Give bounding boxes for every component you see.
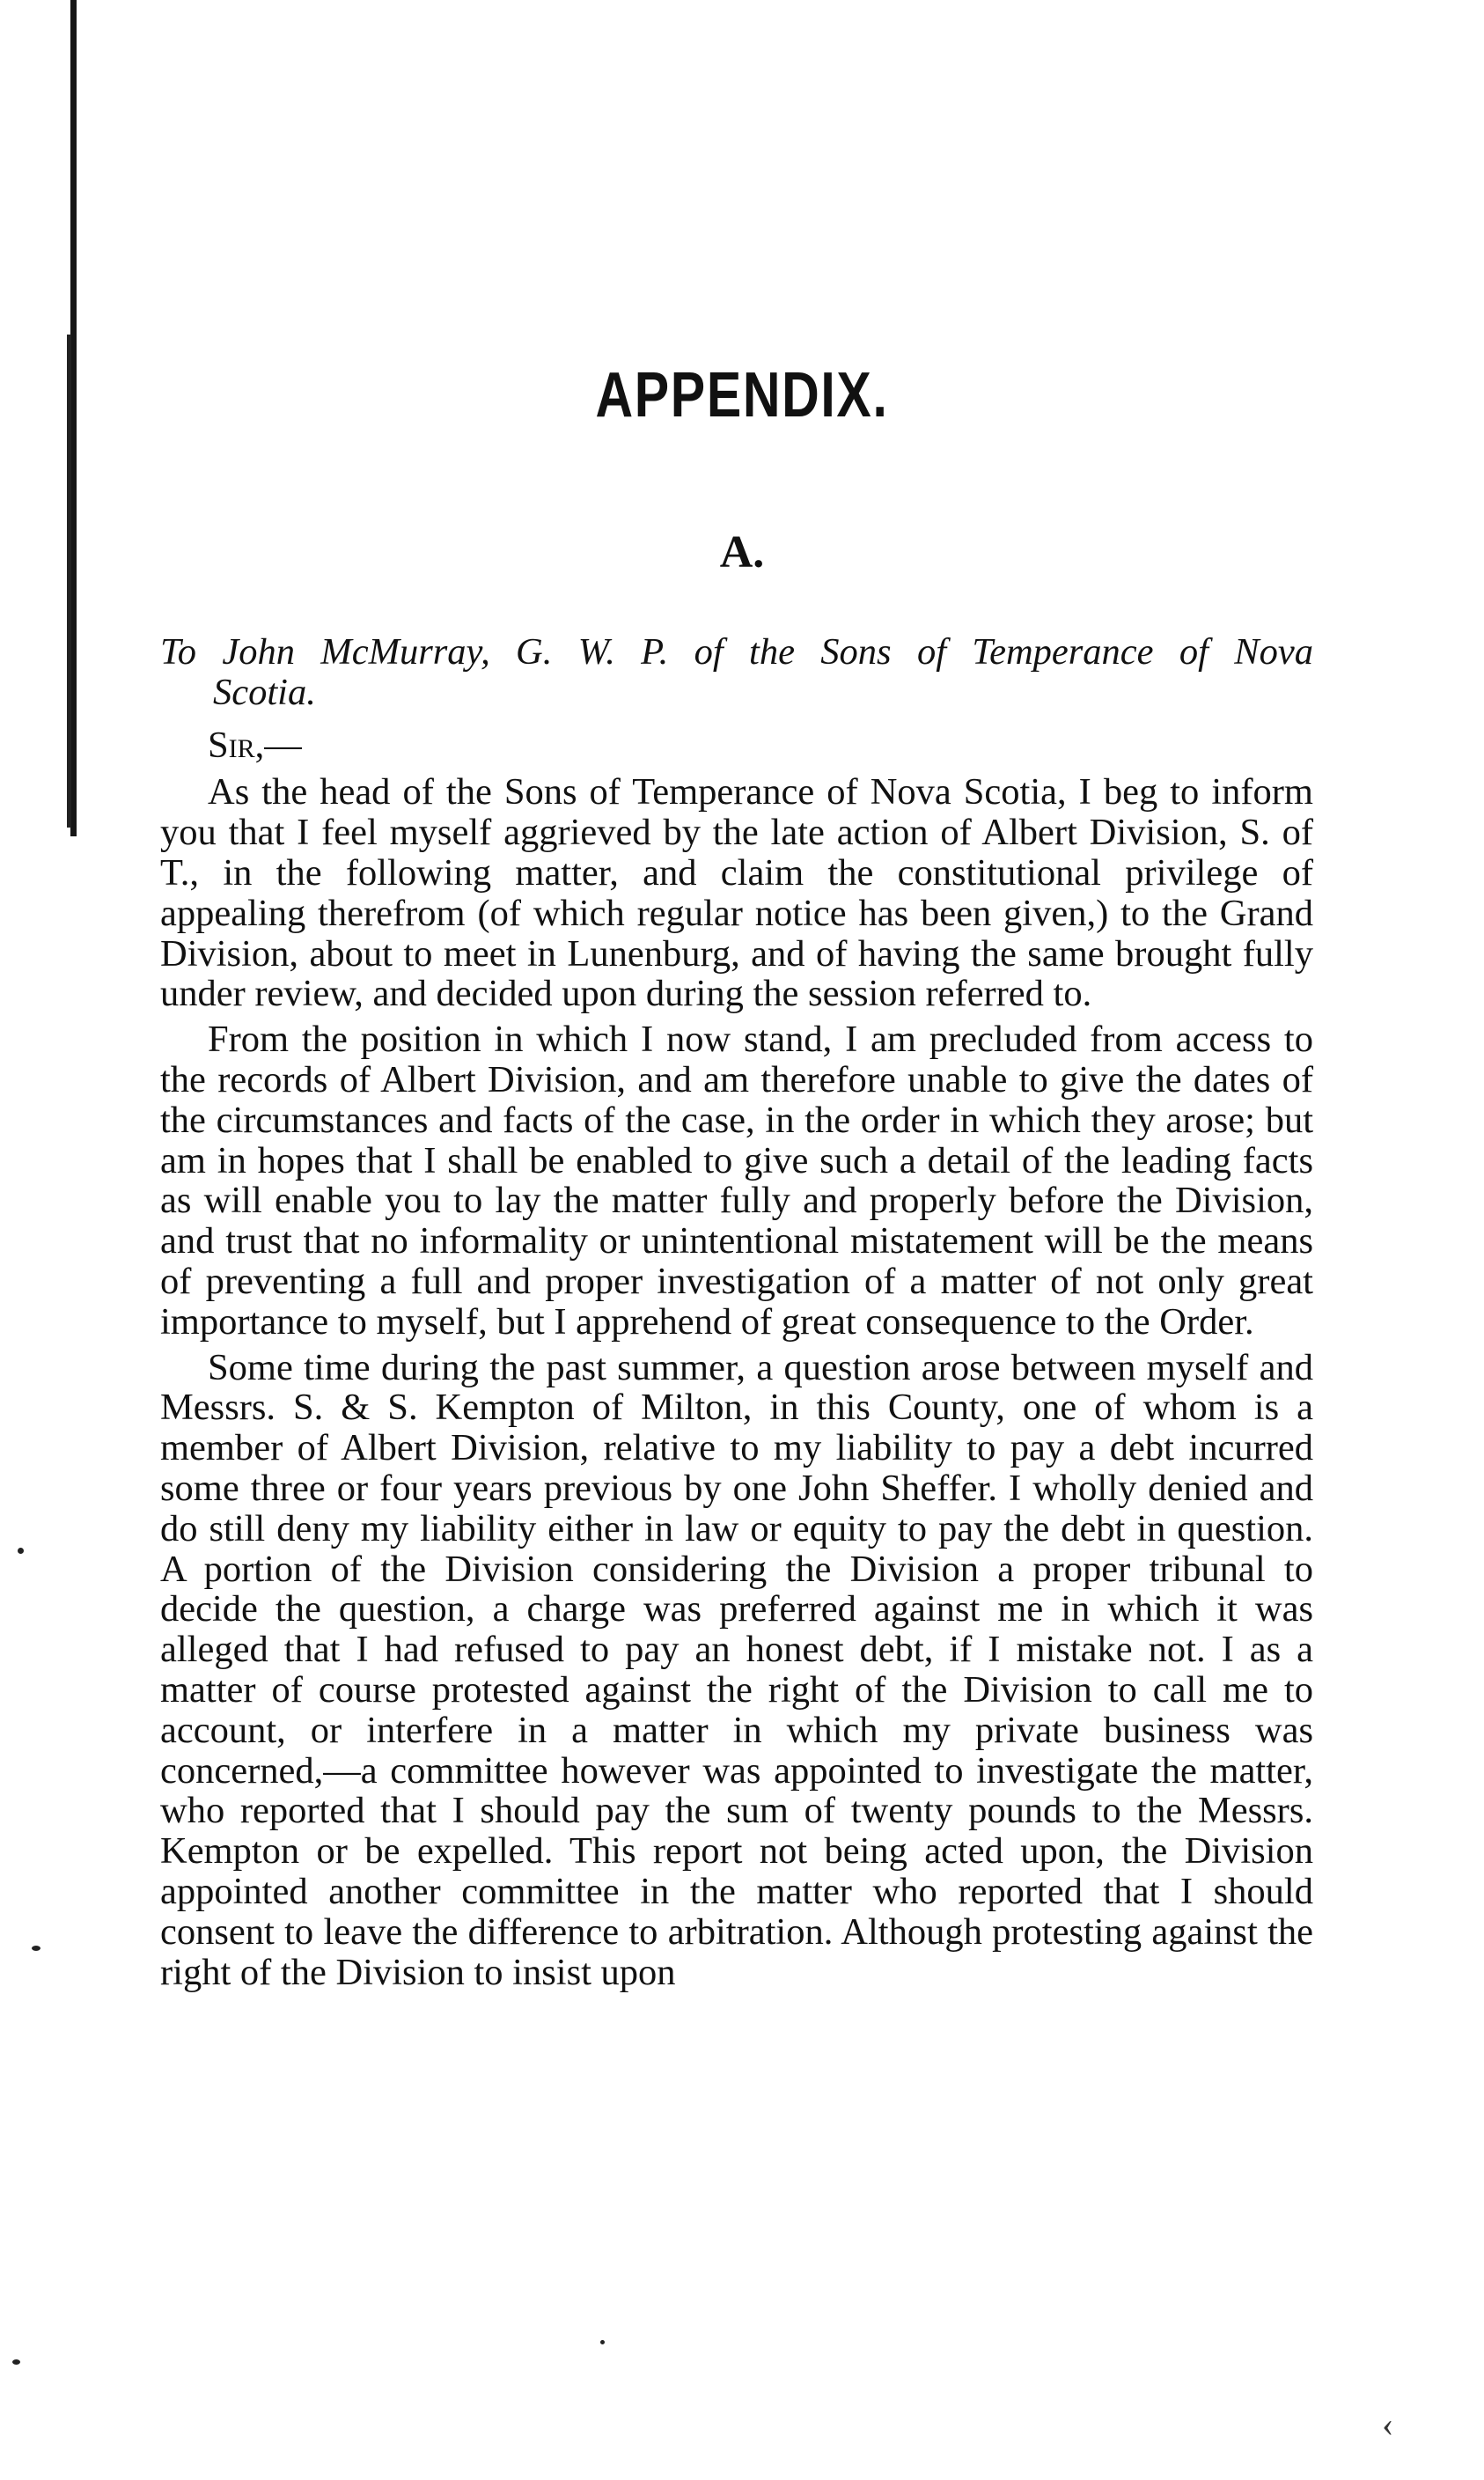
page-speck <box>32 1946 40 1951</box>
paragraph-records: From the position in which I now stand, I am precluded from access to the records of Albert Division, and am therefore unable to give the dates of the circumstances and facts of the case, in the order in which they arose; but am in hopes that I shall be enabled to give such a detail of the leading facts as will enable you to lay the matter fully and properly before the Division, and trust that no informality or unintentional mistatement will be the means of preventing a full and proper investigation of a matter of not only great importance to myself, but I apprehend of great consequence to the Order. <box>160 1019 1313 1343</box>
letter-body <box>160 632 1313 1998</box>
page-speck <box>12 2359 20 2365</box>
binding-edge-line <box>70 0 77 836</box>
salutation: Sir,— <box>208 724 302 766</box>
page-speck <box>600 2340 605 2344</box>
binding-edge-shadow <box>67 335 71 828</box>
page-speck <box>18 1548 24 1554</box>
margin-scribble: ‹ <box>1382 2404 1394 2444</box>
paragraph-appeal: As the head of the Sons of Temperance of Nova Scotia, I beg to inform you that I feel myself aggrieved by the late action of Albert Division, S. of T., in the following matter, and claim the constitutional privilege of appealing therefrom (of which regular notice has been given,) to the Grand Division, about to meet in Lunenburg, and of having the same brought fully under review, and decided upon during the session referred to. <box>160 771 1313 1015</box>
page-title: APPENDIX. <box>595 360 889 431</box>
addressee-line: To John McMurray, G. W. P. of the Sons of Temperance of Nova <box>160 631 1313 673</box>
paragraph-question: Some time during the past summer, a question arose between myself and Messrs. S. & S. Kempton of Milton, in this County, one of whom is a member of Albert Division, relative to my liability to pay a debt incurred some three or four years previous by one John Sheffer. I wholly denied and do still deny my liability either in law or equity to pay the debt in question. A portion of the Division considering the Division a proper tribunal to decide the question, a charge was preferred against me in which it was alleged that I had refused to pay an honest debt, if I mistake not. I as a matter of course protested against the right of the Division to call me to account, or interfere in a matter in which my private business was concerned,—a committee however was appointed to investigate the matter, who reported that I should pay the sum of twenty pounds to the Messrs. Kempton or be expelled. This report not being acted upon, the Division appointed another committee in the matter who reported that I should consent to leave the difference to arbitration. Although protesting against the right of the Division to insist upon <box>160 1346 1313 1993</box>
section-letter: A. <box>719 527 765 578</box>
addressee-line-continued: Scotia. <box>213 671 316 713</box>
